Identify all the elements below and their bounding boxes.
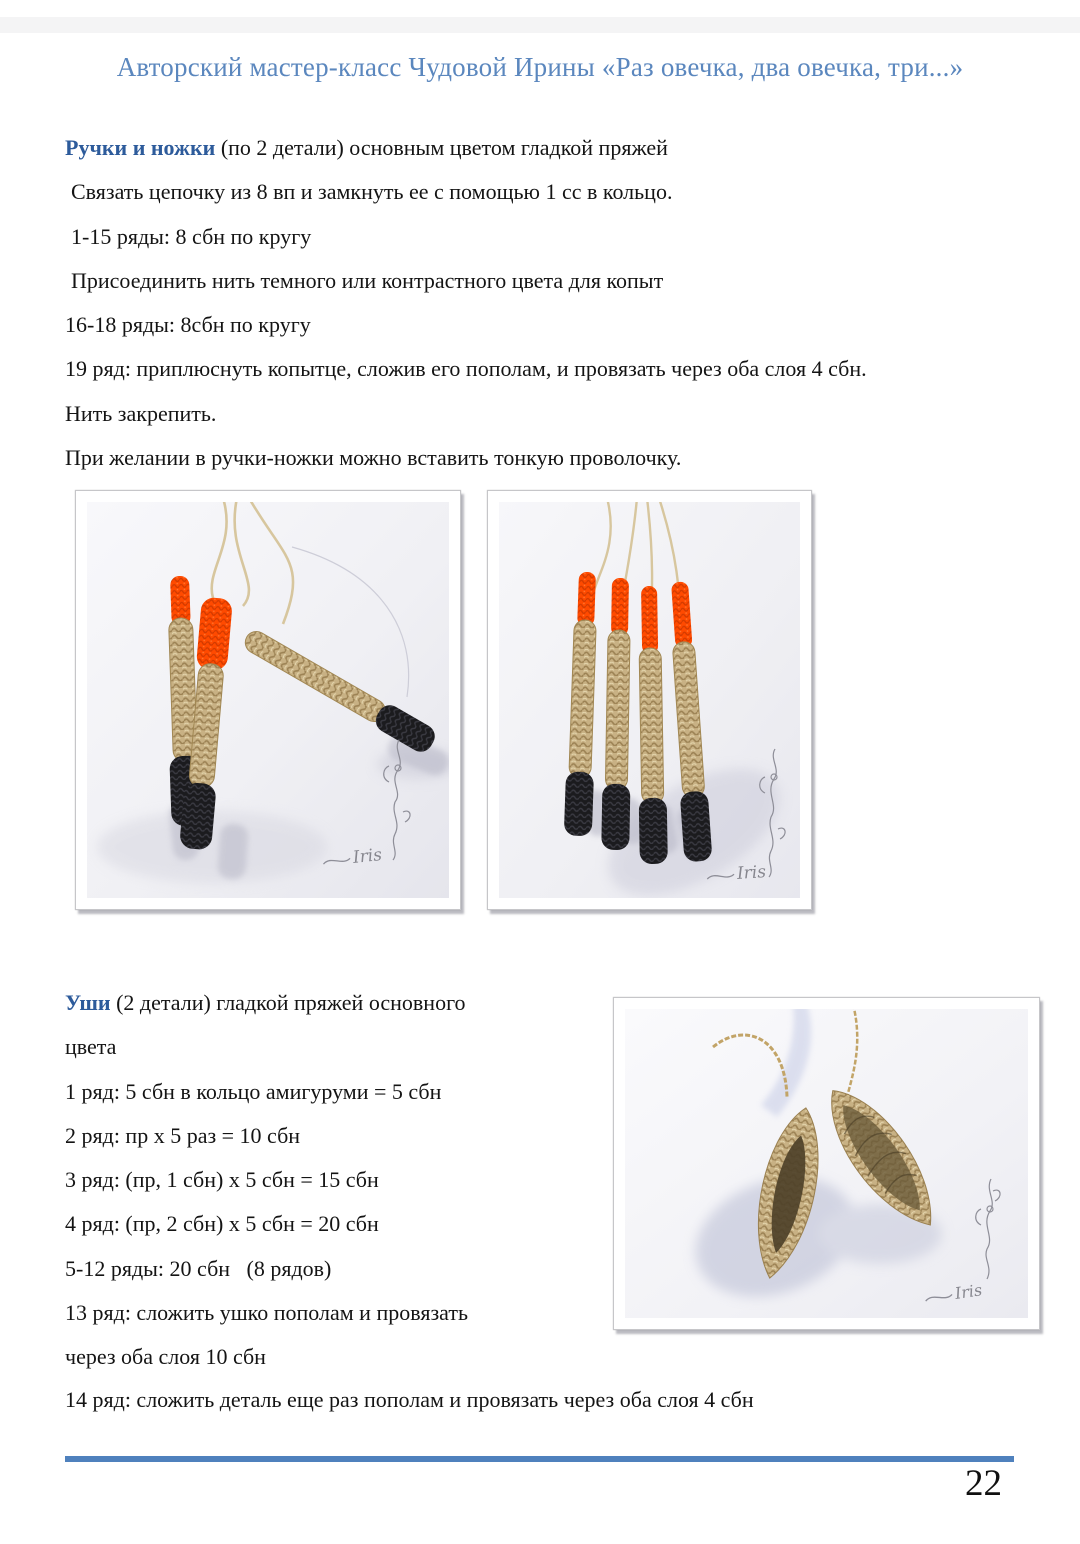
line-chain: Связать цепочку из 8 вп и замкнуть ее с помощью 1 сс в кольцо. — [71, 179, 673, 205]
photo-legs-three — [75, 490, 461, 910]
ears-row-13a: 13 ряд: сложить ушко пополам и провязать — [65, 1300, 468, 1326]
footer-rule — [65, 1456, 1014, 1462]
ears-row-4: 4 ряд: (пр, 2 сбн) х 5 сбн = 20 сбн — [65, 1211, 379, 1237]
arms-legs-heading-line — [65, 126, 1055, 170]
page-title: Авторский мастер-класс Чудовой Ирины «Раз овечка, два овечка, три...» — [116, 52, 964, 82]
legs-three-illustration — [87, 502, 449, 898]
ears-rows-5-12: 5-12 ряды: 20 сбн (8 рядов) — [65, 1255, 332, 1281]
section-ears — [65, 981, 625, 1380]
ears-illustration — [625, 1009, 1028, 1318]
line-rows-16-18: 16-18 ряды: 8сбн по кругу — [65, 312, 311, 338]
legs-four-illustration — [499, 502, 800, 898]
photo-legs-three-image — [87, 502, 449, 898]
line-rows-1-15: 1-15 ряды: 8 сбн по кругу — [71, 223, 312, 249]
line-wire: При желании в ручки-ножки можно вставить тонкую проволочку. — [65, 445, 682, 471]
ears-row-14: 14 ряд: сложить деталь еще раз пополам и провязать через оба слоя 4 сбн — [65, 1387, 754, 1412]
page-number: 22 — [965, 1463, 1002, 1504]
photo-legs-four — [487, 490, 812, 910]
arms-legs-heading: Ручки и ножки — [65, 135, 216, 160]
section-arms-legs — [65, 126, 1055, 480]
line-attach-thread: Присоединить нить темного или контрастного цвета для копыт — [71, 267, 664, 293]
photo-legs-four-image — [499, 502, 800, 898]
iris-watermark-text: Iris — [351, 845, 383, 868]
line-fasten: Нить закрепить. — [65, 400, 217, 426]
ears-heading: Уши — [65, 990, 111, 1015]
ears-row-1: 1 ряд: 5 сбн в кольцо амигуруми = 5 сбн — [65, 1078, 442, 1104]
iris-watermark-text: Iris — [736, 862, 767, 884]
ears-row-3: 3 ряд: (пр, 1 сбн) х 5 сбн = 15 сбн — [65, 1167, 379, 1193]
ears-line-color: цвета — [65, 1034, 117, 1060]
line-row-19: 19 ряд: приплюснуть копытце, сложив его пополам, и провязать через оба слоя 4 сбн. — [65, 356, 867, 382]
ears-heading-line — [65, 981, 625, 1025]
ears-row-14-block — [65, 1378, 1065, 1422]
photo-ears-image — [625, 1009, 1028, 1318]
photo-ears — [613, 997, 1040, 1330]
ears-heading-tail: (2 детали) гладкой пряжей основного — [110, 990, 466, 1015]
arms-legs-heading-tail: (по 2 детали) основным цветом гладкой пряжей — [215, 135, 668, 160]
ears-row-2: 2 ряд: пр х 5 раз = 10 сбн — [65, 1122, 301, 1148]
iris-watermark-text: Iris — [953, 1280, 984, 1303]
ears-row-13b: через оба слоя 10 сбн — [65, 1344, 266, 1370]
top-gray-bar — [0, 17, 1080, 33]
